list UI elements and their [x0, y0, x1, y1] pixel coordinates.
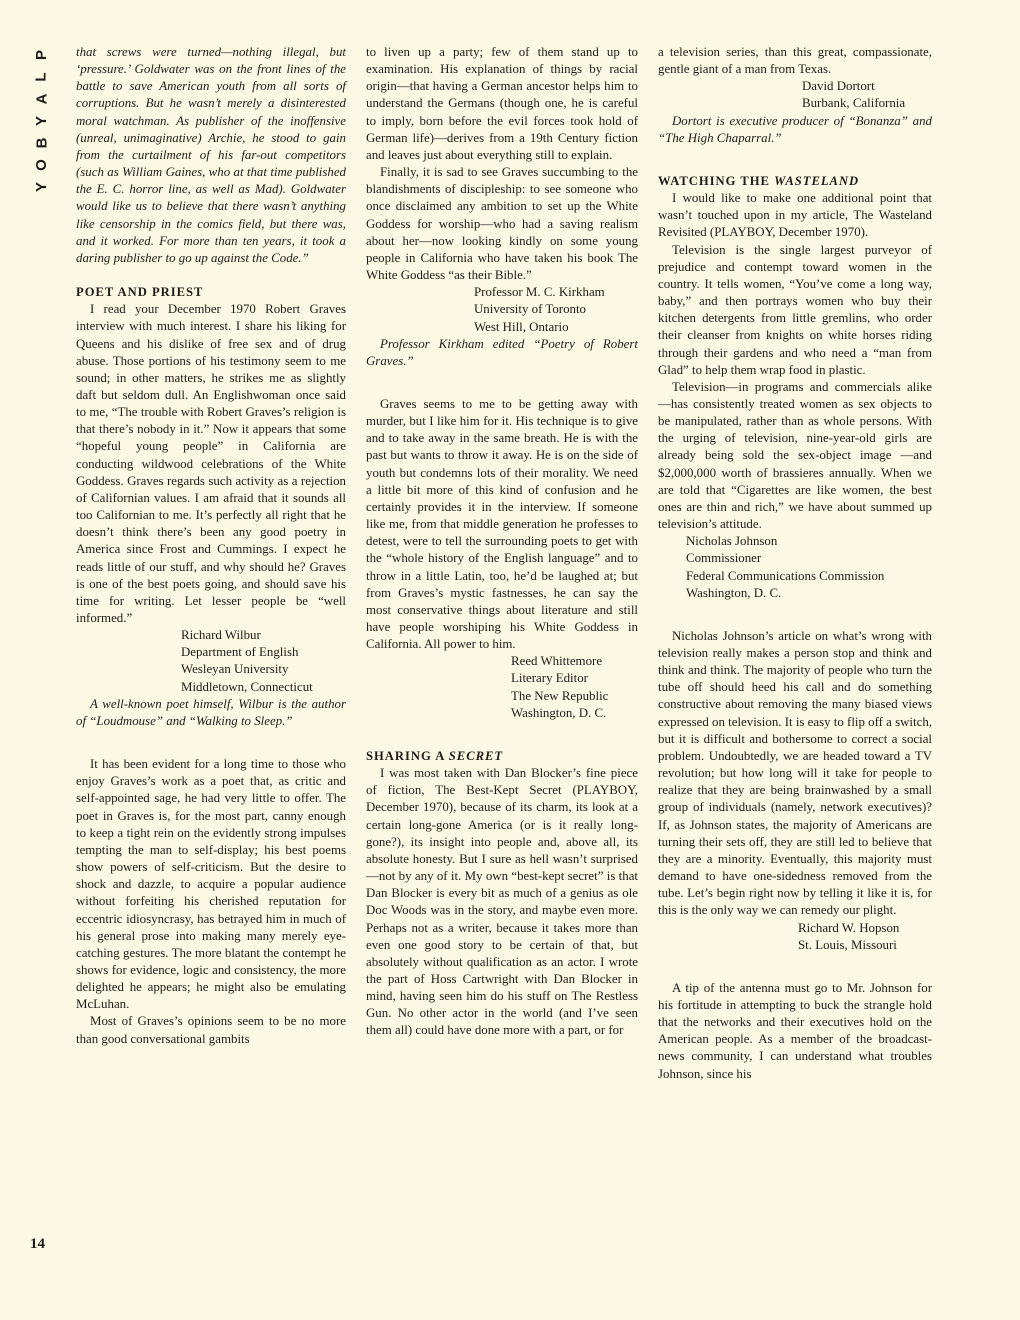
letter-signature	[658, 533, 932, 602]
signature-line: University of Toronto	[474, 302, 586, 317]
letter-signature	[658, 78, 932, 112]
letter-paragraph: Nicholas Johnson’s article on what’s wrong with television really makes a person stop and think and think and think. The majority of people who turn the tube off should heed his call and do something constructive about removing the many biased views expressed on television. It is easy to flip off a switch, but it is difficult and bothersome to correct a social problem. Undoubtedly, we are headed toward a TV revolution; but how long will it take for people to realize that they are being brainwashed by a small group of individuals (namely, network executives)? If, as Johnson states, the majority of Americans are turning their sets off, they are still led to believe that they are a minority. Eventually, this majority must demand to have one-sidedness removed from the tube. Let’s begin right now by telling it like it is, for this is the only way we can remedy our plight.	[658, 628, 932, 918]
signature-line: Washington, D. C.	[686, 585, 782, 600]
letter-paragraph: It has been evident for a long time to those who enjoy Graves’s work as a poet that, as critic and self-appointed sage, he had very little to offer. The poet in Graves is, for the most part, canny enough to keep a tight rein on the evidently strong impulses tempting the man to self-display; his best poems show powers of self-criticism. But the desire to shock and dazzle, to acquire a popular audience without forfeiting his cherished reputation for eccentric idiosyncrasy, has betrayed him in much of his general prose into making many merely eye-catching gestures. The more blatant the contempt he shows for evidence, logic and consistency, the more delighted he appears; he might also be emulating McLuhan.	[76, 757, 346, 1012]
heading-text: SHARING A	[366, 748, 449, 763]
letter-signature	[658, 920, 932, 954]
title-letter: Y	[32, 115, 50, 127]
editor-note: that screws were turned—nothing illegal, but ‘pressure.’ Goldwater was on the front lines of the battle to save American youth from all sorts of corruptions. But he wasn’t merely a disinterested moral watchman. As publisher of the inoffensive (unreal, unimaginative) Archie, he stood to gain from the curtailment of his far-out competitors (such as William Gaines, who at that time published the E. C. horror line, as well as Mad). Goldwater would like us to believe that there wasn’t anything like censorship in the comics field, but there was, and it worked. For more than ten years, it took a daring publisher to go up against the Code.”	[76, 45, 346, 265]
letter-signature	[366, 653, 638, 722]
spacer	[366, 722, 638, 748]
spacer	[658, 954, 932, 980]
signature-line: Department of English	[181, 645, 299, 660]
letter-paragraph: A tip of the antenna must go to Mr. Johnson for his fortitude in attempting to buck the strangle hold that the networks and their executives hold on the American people. As a member of the broadcast-news community, I can understand what troubles Johnson, since his	[658, 980, 932, 1081]
signature-line: Richard Wilbur	[181, 628, 261, 643]
page-number: 14	[30, 1236, 45, 1252]
editor-note: A well-known poet himself, Wilbur is the author of “Loudmouse” and “Walking to Sleep.”	[76, 696, 346, 728]
title-letter: B	[33, 137, 50, 149]
section-heading	[76, 284, 346, 301]
letter-paragraph: Television is the single largest purveyor of prejudice and contempt toward women in the country. It tells women, “You’ve come a long way, baby,” and then portrays women who buy their kitchen detergents from little gremlins, who order their cleanser from knights on white horses riding through their gardens and who need a “man from Glad” to help them wrap food in plastic.	[658, 242, 932, 377]
title-letter: Y	[32, 181, 50, 193]
spacer	[658, 147, 932, 173]
heading-text: POET AND PRIEST	[76, 285, 204, 300]
letter-paragraph: Most of Graves’s opinions seem to be no more than good conversational gambits	[76, 1014, 346, 1046]
signature-line: David Dortort	[802, 79, 875, 94]
column-right	[658, 44, 932, 1083]
signature-line: Federal Communications Commission	[686, 568, 885, 583]
signature-line: Nicholas Johnson	[686, 534, 778, 549]
signature-line: Literary Editor	[511, 671, 588, 686]
signature-line: Burbank, California	[802, 96, 906, 111]
letter-signature	[76, 627, 346, 696]
signature-line: Wesleyan University	[181, 662, 289, 677]
letter-paragraph: a television series, than this great, compassionate, gentle giant of a man from Texas.	[658, 45, 932, 77]
heading-italic-text: SECRET	[448, 748, 504, 763]
title-letter: P	[32, 49, 50, 61]
signature-line: West Hill, Ontario	[474, 319, 569, 334]
editor-note: Professor Kirkham edited “Poetry of Robert Graves.”	[366, 336, 638, 368]
editor-note: Dortort is executive producer of “Bonanza” and “The High Chaparral.”	[658, 113, 932, 145]
heading-italic-text: WASTELAND	[774, 173, 860, 188]
letter-paragraph: Television—in programs and commercials alike—has consistently treated women as sex objects to be manipulated, rather than as whole persons. With the urging of television, nine-year-old girls are already being sold the sex-object image —and $2,000,000 worth of brassieres annually. When we are told that “Cigarettes are like women, the best ones are thin and rich,” we have about summed up television’s attitude.	[658, 379, 932, 532]
letter-paragraph: Finally, it is sad to see Graves succumbing to the blandishments of discipleship: to see someone who once disclaimed any ambition to set up the White Goddess for worship—who had a saving realism about her—now looking kindly on some young people in California who have taken his book The White Goddess “as their Bible.”	[366, 165, 638, 283]
signature-line: Middletown, Connecticut	[181, 679, 313, 694]
signature-line: Reed Whittemore	[511, 654, 603, 669]
column-middle	[366, 44, 638, 1040]
section-heading	[658, 173, 932, 190]
title-letter: A	[33, 93, 50, 105]
signature-line: The New Republic	[511, 688, 609, 703]
vertical-magazine-title	[28, 44, 56, 198]
signature-line: Professor M. C. Kirkham	[474, 285, 605, 300]
signature-line: Washington, D. C.	[511, 705, 607, 720]
section-heading	[366, 748, 638, 765]
spacer	[366, 370, 638, 396]
heading-text: WATCHING THE	[658, 173, 775, 188]
signature-line: St. Louis, Missouri	[798, 937, 897, 952]
letter-signature	[366, 284, 638, 335]
letter-paragraph: Graves seems to me to be getting away with murder, but I like him for it. His technique is to give and to take away in the same breath. He is with the past but wants to throw it away. He is on the side of youth but condemns lots of their morality. We need a little bit more of this kind of confusion and he certainly provides it in the interview. If someone like me, from that middle generation he professes to detest, were to tell the surrounding poets to get with the “whole history of the English language” and to throw in a little Latin, too, he’d be laughed at; but from Graves’s mystic fastnesses, he can say the most conservative things about literature and still have people worshiping his White Goddess in California. All power to him.	[366, 396, 638, 652]
letter-paragraph: I read your December 1970 Robert Graves interview with much interest. I share his liking for Queens and his dislike of free sex and of drug abuse. Those portions of his testimony seem to me sound; in other matters, he strikes me as slightly daft but seldom dull. An Englishwoman once said to me, “The trouble with Robert Graves’s religion is that there’s nobody in it.” Now it appears that some “hopeful young people” in California are conducting wildwood celebrations of the White Goddess. Graves regards such activity as a rejection of Californian values. I am afraid that it sounds all too Californian to me. It’s perfectly all right that he doesn’t think there’s been any good poetry in America since Frost and Cummings. I expect he reads little of our stuff, and why should he? Graves is one of the best poets going, and should save his time for writing. Let lesser people be “well informed.”	[76, 302, 346, 625]
letter-paragraph: I would like to make one additional point that wasn’t touched upon in my article, The Wasteland Revisited (PLAYBOY, December 1970).	[658, 191, 932, 240]
title-letter: O	[32, 159, 50, 171]
letter-paragraph: I was most taken with Dan Blocker’s fine piece of fiction, The Best-Kept Secret (PLAYBOY, December 1970), because of its charm, its look at a certain long-gone America (or is it really long-gone?), its insight into people and, above all, its absolute honesty. But I sure as hell wasn’t surprised—not by any of it. My own “best-kept secret” is that Dan Blocker is every bit as much of a genius as ole Doc Woods was in the story, and maybe even more. Perhaps not as a writer, because it takes more than even one good story to be certain of that, but absolutely without qualification as an actor. I wrote the part of Hoss Cartwright with Dan Blocker in mind, having seen him do his stuff on The Restless Gun. No other actor in the world (and I’ve seen them all) could have done more with a part, or for	[366, 766, 638, 1038]
spacer	[76, 267, 346, 284]
spacer	[76, 730, 346, 756]
signature-line: Commissioner	[686, 551, 762, 566]
title-letter: L	[32, 72, 50, 82]
letter-paragraph: to liven up a party; few of them stand up to examination. His explanation of things by racial origin—that having a German ancestor helps him to understand the Germans (though one, he is careful to imply, born before the evil forces took hold of German life)—derives from a 19th Century fiction and leaves just about everything still to explain.	[366, 45, 638, 162]
spacer	[658, 602, 932, 628]
signature-line: Richard W. Hopson	[798, 920, 900, 935]
column-left	[76, 44, 346, 1048]
